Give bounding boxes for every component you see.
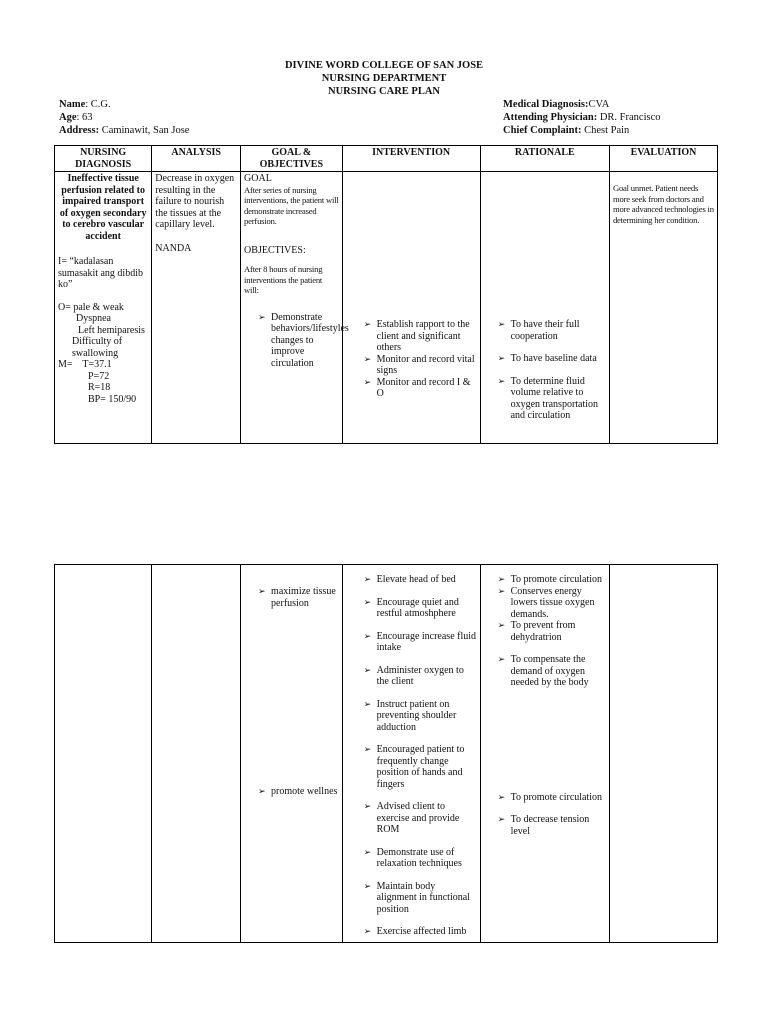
patient-name: Name: C.G.	[59, 99, 111, 110]
subjective-cue: I= “kadalasan sumasakit ang dibdib ko”	[58, 256, 143, 290]
rationale-item: ➢ To prevent from dehydratrion	[497, 620, 576, 643]
arrow-bullet-icon: ➢	[363, 630, 372, 641]
column-header-evaluation: EVALUATION	[609, 146, 717, 172]
intervention-item: ➢ Advised client to exercise and provide ROM	[363, 801, 460, 835]
rationale-item: ➢ To determine fluid volume relative to oxygen transportation and circulation	[497, 375, 599, 421]
arrow-bullet-icon: ➢	[497, 319, 506, 329]
arrow-bullet-icon: ➢	[363, 926, 372, 936]
arrow-bullet-icon: ➢	[363, 698, 372, 709]
column-header-analysis: ANALYSIS	[152, 146, 241, 172]
arrow-bullet-icon: ➢	[363, 376, 372, 387]
intervention-item: ➢ Demonstrate use of relaxation techniques	[363, 846, 462, 869]
arrow-bullet-icon: ➢	[497, 585, 506, 596]
column-header-rationale: RATIONALE	[480, 146, 609, 172]
analysis-cell-empty	[152, 565, 241, 943]
goal-text: After series of nursing interventions, the patient will demonstrate increased perfusion.	[244, 184, 339, 226]
document-title: NURSING CARE PLAN	[327, 86, 440, 97]
goal-cell	[241, 565, 343, 943]
arrow-bullet-icon: ➢	[363, 744, 372, 754]
evaluation-cell-empty	[609, 565, 717, 943]
arrow-bullet-icon: ➢	[497, 620, 506, 630]
chief-complaint: Chief Complaint: Chest Pain	[503, 125, 630, 136]
rationale-item: ➢ To have baseline data	[497, 353, 597, 364]
vital-sign: P=72	[88, 370, 110, 382]
arrow-bullet-icon: ➢	[363, 846, 372, 857]
care-plan-table-1	[54, 145, 718, 444]
objective-cue: Left hemiparesis	[78, 324, 145, 336]
intervention-cell	[342, 565, 480, 943]
intervention-item: ➢ Maintain body alignment in functional position	[363, 880, 470, 915]
arrow-bullet-icon: ➢	[363, 574, 372, 584]
patient-age: Age: 63	[59, 112, 93, 123]
objective-cue: Dyspnea	[76, 313, 111, 324]
intervention-item: ➢ Exercise affected limb	[363, 926, 467, 937]
goal-label: GOAL	[244, 173, 272, 184]
column-header-intervention: INTERVENTION	[342, 146, 480, 172]
arrow-bullet-icon: ➢	[497, 654, 506, 664]
intervention-cell	[342, 172, 480, 444]
rationale-cell	[480, 172, 609, 444]
department-name: NURSING DEPARTMENT	[321, 73, 447, 84]
college-name: DIVINE WORD COLLEGE OF SAN JOSE	[284, 60, 484, 71]
arrow-bullet-icon: ➢	[497, 791, 506, 802]
analysis-text: Decrease in oxygen resulting in the failure to nourish the tissues at the capillary level.	[155, 173, 235, 230]
intervention-item: ➢ Monitor and record vital signs	[363, 353, 475, 376]
nursing-diagnosis: Ineffective tissue perfusion related to impaired transport of oxygen secondary to cerebro vascular accident	[59, 173, 147, 242]
goal-item: ➢ promote wellnes	[258, 786, 338, 797]
intervention-item: ➢ Encourage quiet and restful atmoshphere	[363, 596, 459, 619]
arrow-bullet-icon: ➢	[363, 596, 372, 607]
intervention-item: ➢ Encourage increase fluid intake	[363, 630, 477, 653]
arrow-bullet-icon: ➢	[497, 814, 506, 824]
arrow-bullet-icon: ➢	[363, 880, 372, 891]
rationale-item: ➢ To have their full cooperation	[497, 319, 580, 342]
column-header-goal: GOAL & OBJECTIVES	[241, 146, 343, 172]
goal-item: ➢ maximize tissue perfusion	[258, 586, 336, 609]
rationale-item: ➢ To decrease tension level	[497, 814, 590, 837]
intervention-item: ➢ Encouraged patient to frequently change position of hands and fingers	[363, 744, 465, 790]
diagnosis-cell-empty	[55, 565, 152, 943]
column-header-diagnosis: NURSING DIAGNOSIS	[55, 146, 152, 172]
arrow-bullet-icon: ➢	[497, 574, 506, 584]
objectives-intro: After 8 hours of nursing interventions the patient will:	[244, 264, 323, 295]
intervention-item: ➢ Monitor and record I & O	[363, 376, 471, 399]
arrow-bullet-icon: ➢	[258, 786, 266, 796]
evaluation-text: Goal unmet. Patient needs more seek from doctors and more advanced technologies in determining her condition.	[612, 183, 714, 225]
intervention-item: ➢ Elevate head of bed	[363, 574, 456, 585]
medical-diagnosis: Medical Diagnosis:CVA	[503, 99, 610, 110]
arrow-bullet-icon: ➢	[363, 319, 372, 329]
attending-physician: Attending Physician: DR. Francisco	[503, 112, 661, 123]
vital-sign: M= T=37.1	[58, 359, 112, 370]
goal-cell	[241, 172, 349, 444]
arrow-bullet-icon: ➢	[363, 801, 372, 811]
care-plan-table-2	[54, 564, 718, 943]
rationale-item: ➢ To promote circulation	[497, 791, 603, 803]
arrow-bullet-icon: ➢	[363, 353, 372, 364]
arrow-bullet-icon: ➢	[497, 353, 506, 363]
patient-address: Address: Caminawit, San Jose	[59, 125, 190, 136]
arrow-bullet-icon: ➢	[363, 664, 372, 675]
diagnosis-cell	[55, 172, 152, 444]
objective-cue: O= pale & weak	[58, 301, 124, 313]
analysis-cell	[152, 172, 241, 444]
objectives-label: OBJECTIVES:	[244, 244, 306, 256]
rationale-item: ➢ To promote circulation	[497, 574, 603, 585]
analysis-source: NANDA	[155, 242, 192, 254]
rationale-item: ➢ To compensate the demand of oxygen needed by the body	[497, 654, 589, 688]
arrow-bullet-icon: ➢	[258, 586, 266, 596]
intervention-item: ➢ Instruct patient on preventing shoulder adduction	[363, 698, 457, 733]
vital-sign: R=18	[88, 382, 111, 393]
objective-item: ➢ Demonstrate behaviors/lifestyles changes to improve circulation	[258, 311, 349, 369]
intervention-item: ➢ Administer oxygen to the client	[363, 664, 464, 687]
evaluation-cell	[609, 172, 717, 444]
arrow-bullet-icon: ➢	[258, 311, 266, 322]
arrow-bullet-icon: ➢	[497, 375, 506, 386]
objective-cue: Difficulty of swallowing	[72, 336, 123, 359]
rationale-cell	[480, 565, 609, 943]
intervention-item: ➢ Establish rapport to the client and significant others	[363, 319, 470, 353]
rationale-item: ➢ Conserves energy lowers tissue oxygen demands.	[497, 585, 595, 620]
vital-sign: BP= 150/90	[88, 393, 137, 405]
